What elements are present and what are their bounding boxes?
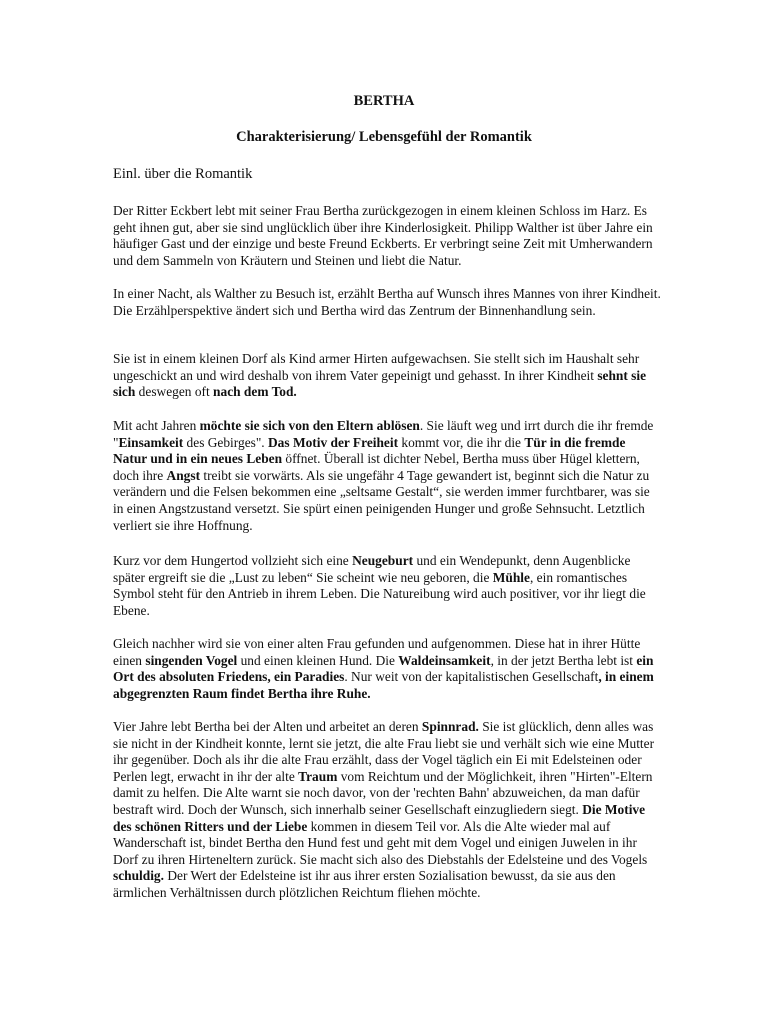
paragraph-4 [113, 418, 661, 534]
text-run: . Nur weit von der kapitalistischen Gesellschaft [344, 669, 599, 685]
bold-text-run: Die Motive des schönen Ritters und der Liebe [113, 801, 646, 834]
text-run: Der Ritter Eckbert lebt mit seiner Frau Bertha zurückgezogen in einem kleinen Schloss im Harz. Es geht ihnen gut, aber sie sind unglücklich über ihre Kinderlosigkeit. Philipp Walther ist über Jahre ein häufiger Gast und der einzige und beste Freund Eckberts. Er verbringt seine Zeit mit Umherwandern und dem Sammeln von Kräutern und Steinen und liebt die Natur. [113, 203, 653, 268]
text-run: Vier Jahre lebt Bertha bei der Alten und arbeitet an deren [113, 719, 422, 734]
bold-text-run: möchte sie sich von den Eltern ablösen [199, 418, 420, 433]
text-run: öffnet. Überall ist dichter Nebel, Bertha muss über Hügel klettern, doch ihre [113, 451, 640, 483]
paragraph-7 [113, 719, 661, 902]
bold-text-run: schuldig. [113, 868, 164, 884]
text-run: vom Reichtum und der Möglichkeit, ihren "Hirten"-Eltern damit zu helfen. Die Alte warnt sie noch davor, von der 'rechten Bahn' abzuweichen, da man dafür bestraft wird. Doch der Wunsch, sich innerhalb seiner Gesellschaft einzugliedern siegt. [113, 768, 653, 817]
bold-text-run: nach dem Tod. [213, 384, 297, 400]
bold-text-run: sehnt sie sich [113, 367, 647, 400]
bold-text-run: Spinnrad. [421, 719, 479, 734]
document-title: BERTHA [353, 93, 415, 109]
bold-text-run: Neugeburt [352, 553, 414, 568]
text-run: In einer Nacht, als Walther zu Besuch ist, erzählt Bertha auf Wunsch ihres Mannes von ihrer Kindheit. Die Erzählperspektive ändert sich und Bertha wird das Zentrum der Binnenhandlung sein. [113, 286, 661, 318]
text-run: Mit acht Jahren [113, 418, 200, 433]
text-run: Sie ist in einem kleinen Dorf als Kind armer Hirten aufgewachsen. Sie stellt sich im Haushalt sehr ungeschickt an und wird deshalb von ihrem Vater gepeinigt und gehasst. In ihrer Kindheit [113, 351, 640, 383]
text-run: , ein romantisches Symbol steht für den Antrieb in ihrem Leben. Die Natureibung wird auch positiver, vor ihr liegt die Ebene. [113, 569, 646, 618]
bold-text-run: Das Motiv der Freiheit [268, 434, 399, 450]
text-run: Sie ist glücklich, denn alles was sie nicht in der Kindheit konnte, lernt sie jetzt, die alte Frau liebt sie und verhält sich wie eine Mutter ihr gegenüber. Doch als ihr die alte Frau erzählt, dass der Vogel täglich ein Ei mit Edelsteinen oder Perlen legt, erwacht in ihr der alte [113, 719, 655, 784]
text-run: treibt sie vorwärts. Als sie ungefähr 4 Tage gewandert ist, beginnt sich die Natur zu verändern und die Felsen bekommen eine „seltsame Gestalt“, sie werden immer furchtbarer, was sie in einen Angstzustand versetzt. Sie spürt einen peinigenden Hunger und große Sehnsucht. Letztlich verliert sie ihre Hoffnung. [113, 467, 650, 533]
paragraph-3 [113, 351, 661, 401]
text-run: kommt vor, die ihr die [398, 434, 525, 450]
bold-text-run: Mühle [492, 569, 530, 585]
bold-text-run: , in einem abgegrenzten Raum findet Bertha ihre Ruhe. [113, 669, 654, 701]
text-run: kommen in diesem Teil vor. Als die Alte wieder mal auf Wanderschaft ist, bindet Bertha den Hund fest und geht mit dem Vogel und einigen Juwelen in ihr Dorf zu ihren Hirteneltern zurück. Sie macht sich also des Diebstahls der Edelsteine und des Vogels [113, 818, 648, 867]
text-run: . Sie läuft weg und irrt durch die ihr fremde " [113, 418, 654, 450]
paragraph-5 [113, 553, 661, 619]
bold-text-run: Tür in die fremde Natur und in ein neues Leben [113, 434, 626, 467]
text-run: , in der jetzt Bertha lebt ist [490, 652, 637, 668]
text-run: Kurz vor dem Hungertod vollzieht sich eine [113, 553, 353, 568]
bold-text-run: ein Ort des absoluten Friedens, ein Paradies [113, 652, 654, 685]
bold-text-run: Traum [298, 768, 338, 784]
paragraph-1 [113, 203, 661, 269]
bold-text-run: Angst [166, 467, 201, 483]
text-run: des Gebirges". [183, 434, 269, 450]
bold-text-run: singenden Vogel [145, 652, 238, 668]
document-subtitle: Charakterisierung/ Lebensgefühl der Romantik [236, 129, 532, 145]
text-run: und einen kleinen Hund. Die [237, 652, 399, 668]
paragraph-6 [113, 636, 661, 702]
text-run: und ein Wendepunkt, denn Augenblicke später ergreift sie die „Lust zu leben“ Sie scheint wie neu geboren, die [113, 553, 631, 585]
intro-line: Einl. über die Romantik [113, 166, 253, 182]
text-run: Der Wert der Edelsteine ist ihr aus ihrer ersten Sozialisation bewusst, da sie aus den ärmlichen Verhältnissen durch plötzlichen Reichtum fliehen möchte. [113, 868, 616, 900]
bold-text-run: Einsamkeit [118, 434, 184, 450]
text-run: Gleich nachher wird sie von einer alten Frau gefunden und aufgenommen. Diese hat in ihrer Hütte einen [113, 636, 641, 668]
bold-text-run: Waldeinsamkeit [398, 652, 491, 668]
paragraph-2 [113, 286, 661, 319]
text-run: deswegen oft [135, 384, 214, 400]
